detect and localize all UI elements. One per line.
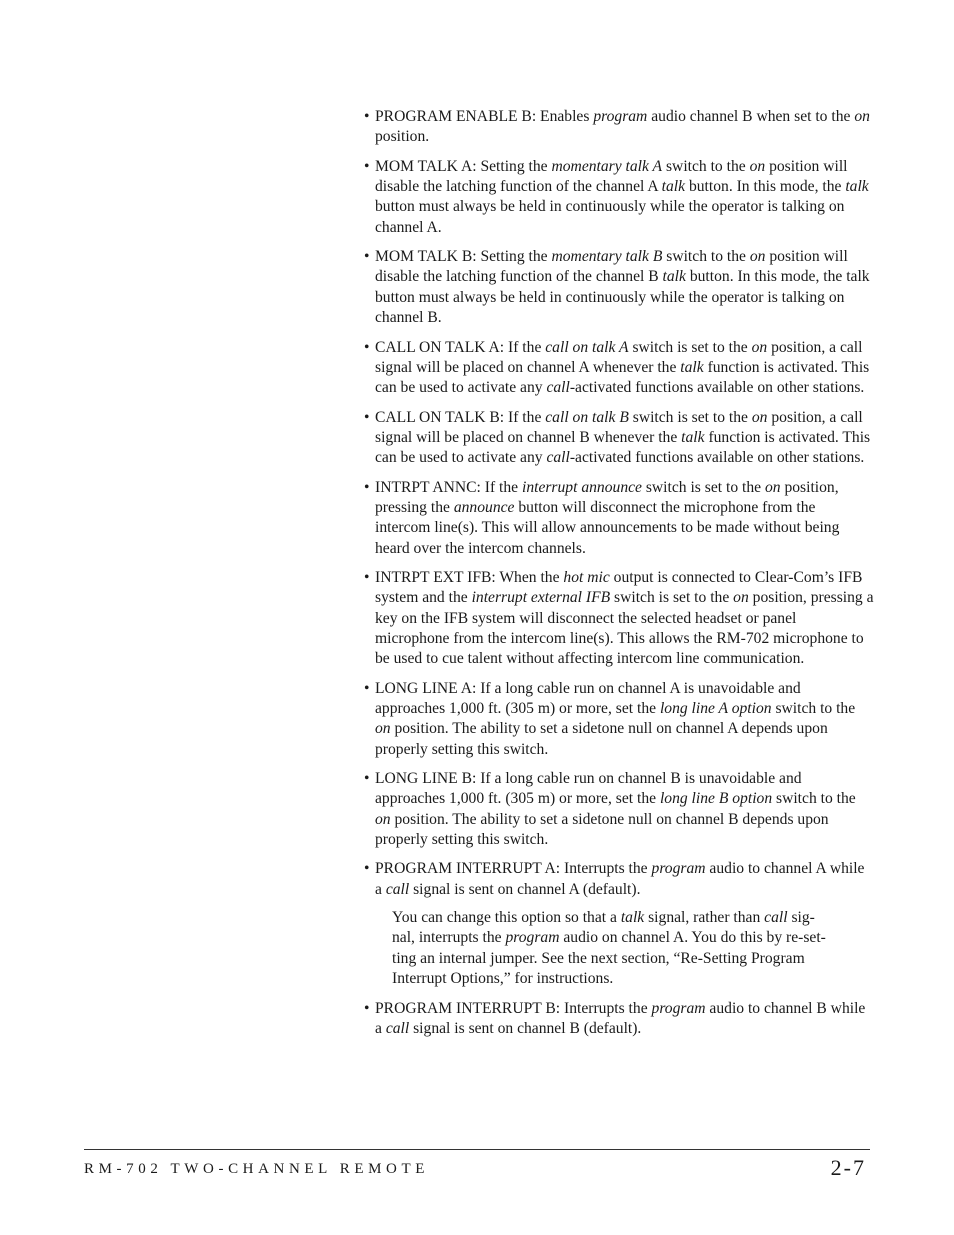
italic-term: talk [662,268,686,286]
item-text: PROGRAM INTERRUPT B: Interrupts the program audio to channel B while a call signal is sent on channel B (default). [375,999,866,1037]
italic-term: program [651,999,706,1017]
footer-title: RM-702 TWO-CHANNEL REMOTE [84,1161,429,1177]
italic-term: call [546,379,570,397]
italic-term: call on talk A [545,338,629,356]
italic-term: call on talk B [545,408,629,426]
bullet: • [364,860,370,878]
list-item [364,679,874,760]
bullet: • [364,338,370,356]
italic-term: interrupt external IFB [471,589,611,607]
italic-term: program [651,860,706,878]
italic-term: announce [453,498,515,516]
bullet: • [364,679,370,697]
list-item [364,568,874,669]
item-text: PROGRAM ENABLE B: Enables program audio channel B when set to the on position. [375,108,870,146]
item-text: PROGRAM INTERRUPT A: Interrupts the program audio to channel A while a call signal is sent on channel A (default). [375,860,865,898]
bullet: • [364,999,370,1017]
italic-term: on [375,720,391,738]
italic-term: call [546,449,570,467]
italic-term: talk [620,909,645,927]
bullet: • [364,569,370,587]
italic-term: on [764,478,781,496]
list-item [364,408,874,469]
list-item [364,769,874,850]
italic-term: talk [845,178,869,196]
italic-term: on [733,589,749,607]
italic-term: program [505,929,560,947]
bullet: • [364,108,370,125]
bullet: • [364,478,370,496]
main-content [364,107,874,1048]
italic-term: call [385,1019,410,1037]
item-text: CALL ON TALK B: If the call on talk B switch is set to the on position, a call signal will be placed on channel B whenever the talk function is activated. This can be used to activate any call-activated functions available on other stations. [375,408,871,467]
note-line: ting an internal jumper. See the next section, “Re-Setting Program [392,949,805,967]
italic-term: call [385,880,410,898]
list-item [364,478,874,559]
note-line: nal, interrupts the program audio on channel A. You do this by re-set- [392,929,826,947]
italic-term: talk [680,358,704,376]
item-text: MOM TALK B: Setting the momentary talk B switch to the on position will disable the latching function of the channel B talk button. In this mode, the talk button must always be held in continuously while the operator is talking on channel B. [375,248,870,327]
list-item [364,157,874,238]
page-number: 2-7 [830,1155,866,1180]
list-item [364,107,874,148]
italic-term: on [375,810,391,828]
italic-term: hot mic [563,569,610,587]
footer-rule [84,1149,870,1150]
italic-term: on [854,108,870,125]
note-line: Interrupt Options,” for instructions. [392,970,614,988]
italic-term: on [749,157,766,175]
item-text: INTRPT ANNC: If the interrupt announce switch is set to the on position, pressing the announce button will disconnect the microphone from the intercom line(s). This will allow announcements to be made without being heard over the intercom channels. [375,478,840,557]
bullet: • [364,770,370,788]
italic-term: long line A option [659,700,772,718]
item-text: INTRPT EXT IFB: When the hot mic output is connected to Clear-Com’s IFB system and the interrupt external IFB switch is set to the on position, pressing a key on the IFB system will disconnect the selected headset or panel microphone from the intercom line(s). This allows the RM-702 microphone to be used to cue talent without affecting intercom line communication. [375,569,874,668]
italic-term: talk [681,428,705,446]
italic-term: on [751,408,768,426]
bullet: • [364,157,370,175]
italic-term: talk [661,178,686,196]
item-text: MOM TALK A: Setting the momentary talk A switch to the on position will disable the latching function of the channel A talk button. In this mode, the talk button must always be held in continuously while the operator is talking on channel A. [375,157,869,236]
list-item [364,338,874,399]
italic-term: call [764,909,788,927]
italic-term: on [751,338,768,356]
italic-term: momentary talk B [551,248,663,266]
italic-term: on [749,248,766,266]
bullet: • [364,408,370,426]
italic-term: interrupt announce [521,478,642,496]
list-item [364,999,874,1040]
note-paragraph [364,908,874,989]
item-text: LONG LINE B: If a long cable run on channel B is unavoidable and approaches 1,000 ft. (305 m) or more, set the long line B option switch to the on position. The ability to set a sidetone null on channel B depends upon properly setting this switch. [375,770,856,848]
italic-term: momentary talk A [551,157,663,175]
italic-term: program [593,108,648,125]
bullet: • [364,248,370,266]
item-text: CALL ON TALK A: If the call on talk A switch is set to the on position, a call signal will be placed on channel A whenever the talk function is activated. This can be used to activate any call-activated functions available on other stations. [375,338,870,397]
list-item [364,859,874,900]
list-item [364,247,874,328]
note-line: You can change this option so that a talk signal, rather than call sig- [392,909,815,927]
item-text: LONG LINE A: If a long cable run on channel A is unavoidable and approaches 1,000 ft. (305 m) or more, set the long line A option switch to the on position. The ability to set a sidetone null on channel A depends upon properly setting this switch. [375,679,856,758]
italic-term: long line B option [659,790,773,808]
